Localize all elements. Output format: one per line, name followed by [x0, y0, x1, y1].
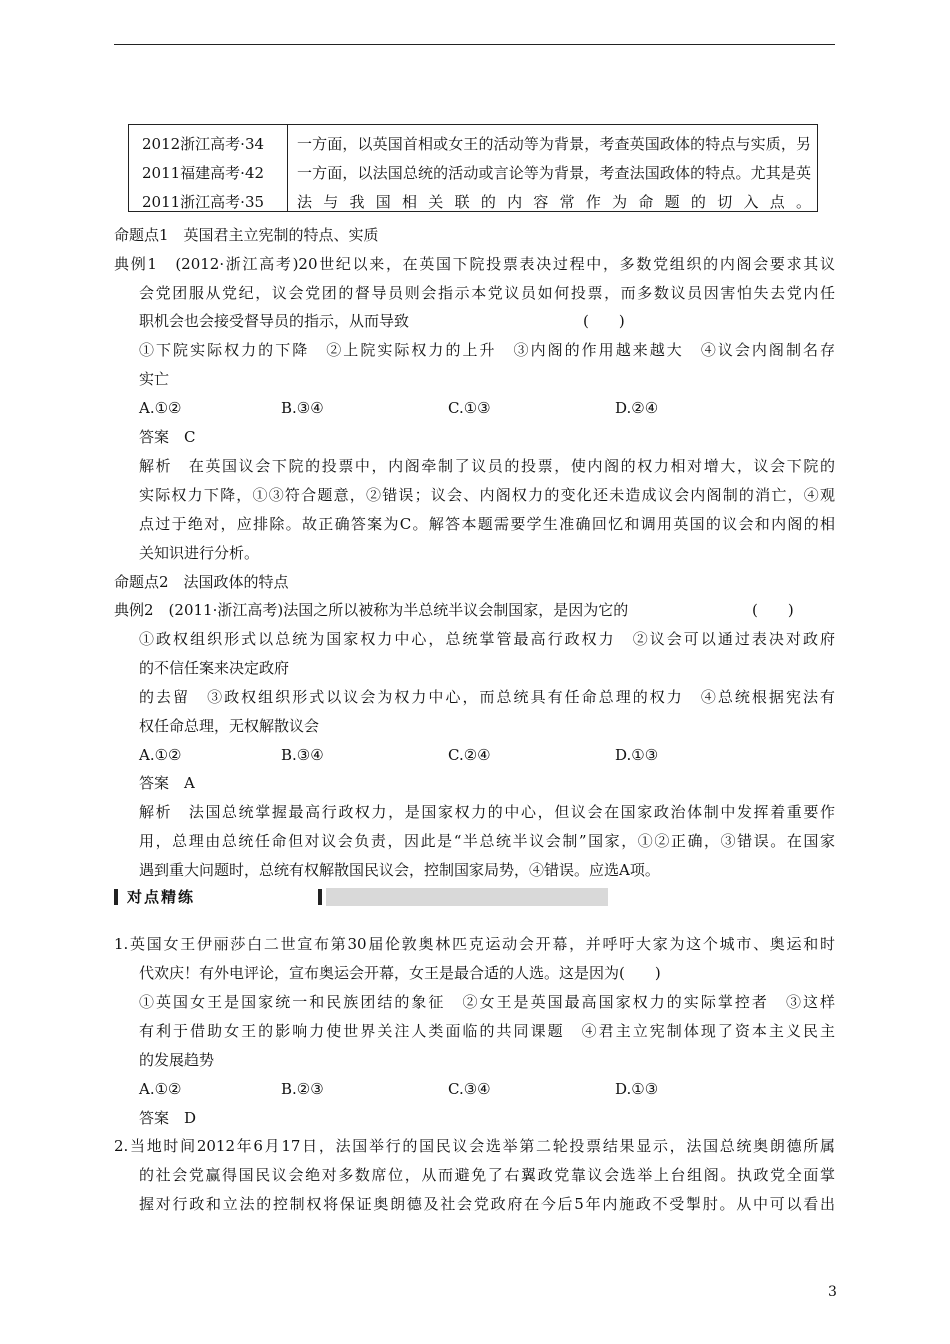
choice-b: B.②③	[281, 1080, 324, 1098]
question-text: 职机会也会接受督导员的指示，从而导致	[139, 312, 410, 330]
section-banner	[114, 887, 494, 907]
topic-heading: 命题点1 英国君主立宪制的特点、实质	[114, 226, 379, 244]
option-statements: 的发展趋势	[139, 1051, 215, 1069]
option-statements: 实亡	[139, 370, 170, 388]
exam-analysis-text: 一方面，以英国首相或女王的活动等为背景，考查英国政体的特点与实质，另一方面，以法国总统的活动或言论等为背景，考查法国政体的特点。尤其是英法与我国相关联的内容常作为命题的切入点。	[297, 135, 811, 211]
choice-d: D.①③	[615, 746, 659, 764]
answer-bracket: ( )	[752, 601, 794, 619]
question-text: 会党团服从党纪，议会党团的督导员则会指示本党议员如何投票，而多数议员因害怕失去党内任	[139, 284, 835, 302]
explanation: 遇到重大问题时，总统有权解散国民议会，控制国家局势，④错误。应选A项。	[139, 861, 660, 879]
exam-source: 2012浙江高考·34	[142, 135, 265, 153]
practice-question: 代欢庆！有外电评论，宣布奥运会开幕，女王是最合适的人选。这是因为( )	[139, 964, 661, 982]
choice-b: B.③④	[281, 399, 324, 417]
exam-source-list	[129, 125, 288, 211]
option-statements: 权任命总理，无权解散议会	[139, 717, 320, 735]
practice-question: 2.当地时间2012年6月17日，法国举行的国民议会选举第二轮投票结果显示，法国总统奥朗德所属	[114, 1137, 835, 1155]
practice-question: 握对行政和立法的控制权将保证奥朗德及社会党政府在今后5年内施政不受掣肘。从中可以看出	[139, 1195, 835, 1213]
practice-question: 1.英国女王伊丽莎白二世宣布第30届伦敦奥林匹克运动会开幕，并呼吁大家为这个城市、奥运和时	[114, 935, 835, 953]
choice-d: D.②④	[615, 399, 659, 417]
option-statements: ①下院实际权力的下降 ②上院实际权力的上升 ③内阁的作用越来越大 ④议会内阁制名存	[139, 341, 835, 359]
choice-a: A.①②	[139, 746, 182, 764]
option-statements: 的去留 ③政权组织形式以议会为权力中心，而总统具有任命总理的权力 ④总统根据宪法有	[139, 688, 835, 706]
option-statements: 有利于借助女王的影响力使世界关注人类面临的共同课题 ④君主立宪制体现了资本主义民主	[139, 1022, 835, 1040]
section-shade	[326, 888, 608, 906]
choice-a: A.①②	[139, 399, 182, 417]
explanation: 关知识进行分析。	[139, 544, 260, 562]
explanation: 实际权力下降，①③符合题意，②错误；议会、内阁权力的变化还未造成议会内阁制的消亡，④观	[139, 486, 835, 504]
explanation: 解析 在英国议会下院的投票中，内阁牵制了议员的投票，使内阁的权力相对增大，议会下院的	[139, 457, 835, 475]
explanation: 解析 法国总统掌握最高行政权力，是国家权力的中心，但议会在国家政治体制中发挥着重要作	[139, 803, 835, 821]
header-rule	[114, 44, 835, 45]
page-number: 3	[828, 1284, 837, 1300]
choice-c: C.③④	[448, 1080, 491, 1098]
section-title: 对点精练	[127, 888, 196, 906]
answer: 答案 D	[139, 1109, 197, 1127]
choice-c: C.②④	[448, 746, 491, 764]
answer-bracket: ( )	[583, 312, 625, 330]
practice-question: 的社会党赢得国民议会绝对多数席位，从而避免了右翼政党靠议会选举上台组阁。执政党全面掌	[139, 1166, 835, 1184]
example-question: 典例1 (2012·浙江高考)20世纪以来，在英国下院投票表决过程中，多数党组织的内阁会要求其议	[114, 255, 835, 273]
option-statements: ①政权组织形式以总统为国家权力中心，总统掌管最高行政权力 ②议会可以通过表决对政府	[139, 630, 835, 648]
choice-a: A.①②	[139, 1080, 182, 1098]
explanation: 用，总理由总统任命但对议会负责，因此是“半总统半议会制”国家，①②正确，③错误。在国家	[139, 832, 835, 850]
section-bar-right	[318, 889, 322, 905]
explanation: 点过于绝对，应排除。故正确答案为C。解答本题需要学生准确回忆和调用英国的议会和内阁的相	[139, 515, 835, 533]
option-statements: 的不信任案来决定政府	[139, 659, 290, 677]
section-bar-left	[114, 889, 118, 905]
choice-b: B.③④	[281, 746, 324, 764]
example-question: 典例2 (2011·浙江高考)法国之所以被称为半总统半议会制国家，是因为它的	[114, 601, 629, 619]
exam-source-table	[128, 124, 818, 212]
answer: 答案 C	[139, 428, 196, 446]
topic-heading: 命题点2 法国政体的特点	[114, 573, 289, 591]
choice-c: C.①③	[448, 399, 491, 417]
answer: 答案 A	[139, 774, 195, 792]
choice-d: D.①③	[615, 1080, 659, 1098]
option-statements: ①英国女王是国家统一和民族团结的象征 ②女王是英国最高国家权力的实际掌控者 ③这样	[139, 993, 835, 1011]
exam-source: 2011福建高考·42	[142, 164, 265, 182]
exam-source: 2011浙江高考·35	[142, 193, 265, 211]
